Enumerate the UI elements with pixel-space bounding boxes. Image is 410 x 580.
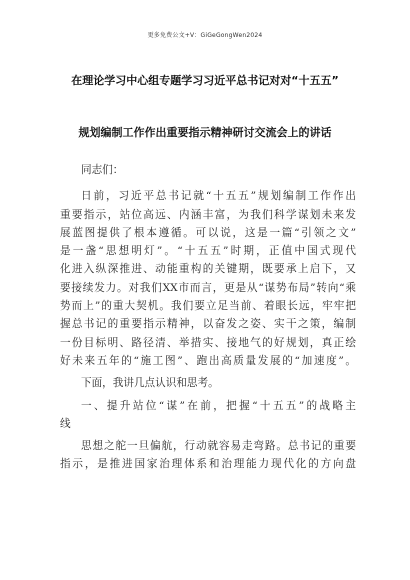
paragraph-line: 要接续发力。对我们XX市而言，更是从“谋势布局”转向“乘 <box>60 281 356 294</box>
watermark-text: 更多免费公文+V：GiGeGongWen2024 <box>147 32 263 39</box>
title-line-1: 在理论学习中心组专题学习习近平总书记对对“十五五” <box>71 74 339 87</box>
heading-line: 一、提升站位“谋”在前，把握“十五五”的战略主 <box>81 399 356 412</box>
paragraph-line: 重要指示，站位高远、内涵丰富，为我们科学谋划未来发 <box>60 208 356 221</box>
paragraph-line: 思想之舵一旦偏航，行动就容易走弯路。总书记的重要 <box>81 440 356 453</box>
paragraph-line: 握总书记的重要指示精神，以奋发之姿、实干之策，编制 <box>60 318 356 331</box>
intro-line: 下面，我讲几点认识和思考。 <box>81 377 219 390</box>
heading-line: 线 <box>60 417 71 430</box>
paragraph-2 <box>60 437 356 474</box>
paragraph-line: 是一盏“思想明灯”。“十五五”时期，正值中国式现代 <box>60 245 356 258</box>
paragraph-line: 指示，是推进国家治理体系和治理能力现代化的方向盘 <box>60 458 356 471</box>
paragraph-line: 好未来五年的“施工图”、跑出高质量发展的“加速度”。 <box>60 354 356 367</box>
paragraph-line: 一份目标明、路径清、举措实、接地气的好规划，真正绘 <box>60 336 356 349</box>
document-body <box>60 161 356 474</box>
section-1-heading <box>60 397 356 434</box>
paragraph-line: 势而上”的重大契机。我们要立足当前、着眼长远，牢牢把 <box>60 300 356 313</box>
paragraph-line: 展蓝图提供了根本遵循。可以说，这是一篇“引领之文” <box>60 226 356 239</box>
paragraph-line: 日前，习近平总书记就“十五五”规划编制工作作出 <box>81 190 356 203</box>
paragraph-1 <box>60 187 356 370</box>
greeting: 同志们： <box>81 164 124 176</box>
paragraph-line: 化进入纵深推进、动能重构的关键期，既要承上启下，又 <box>60 263 356 276</box>
title-line-2: 规划编制工作作出重要指示精神研讨交流会上的讲话 <box>78 126 332 139</box>
